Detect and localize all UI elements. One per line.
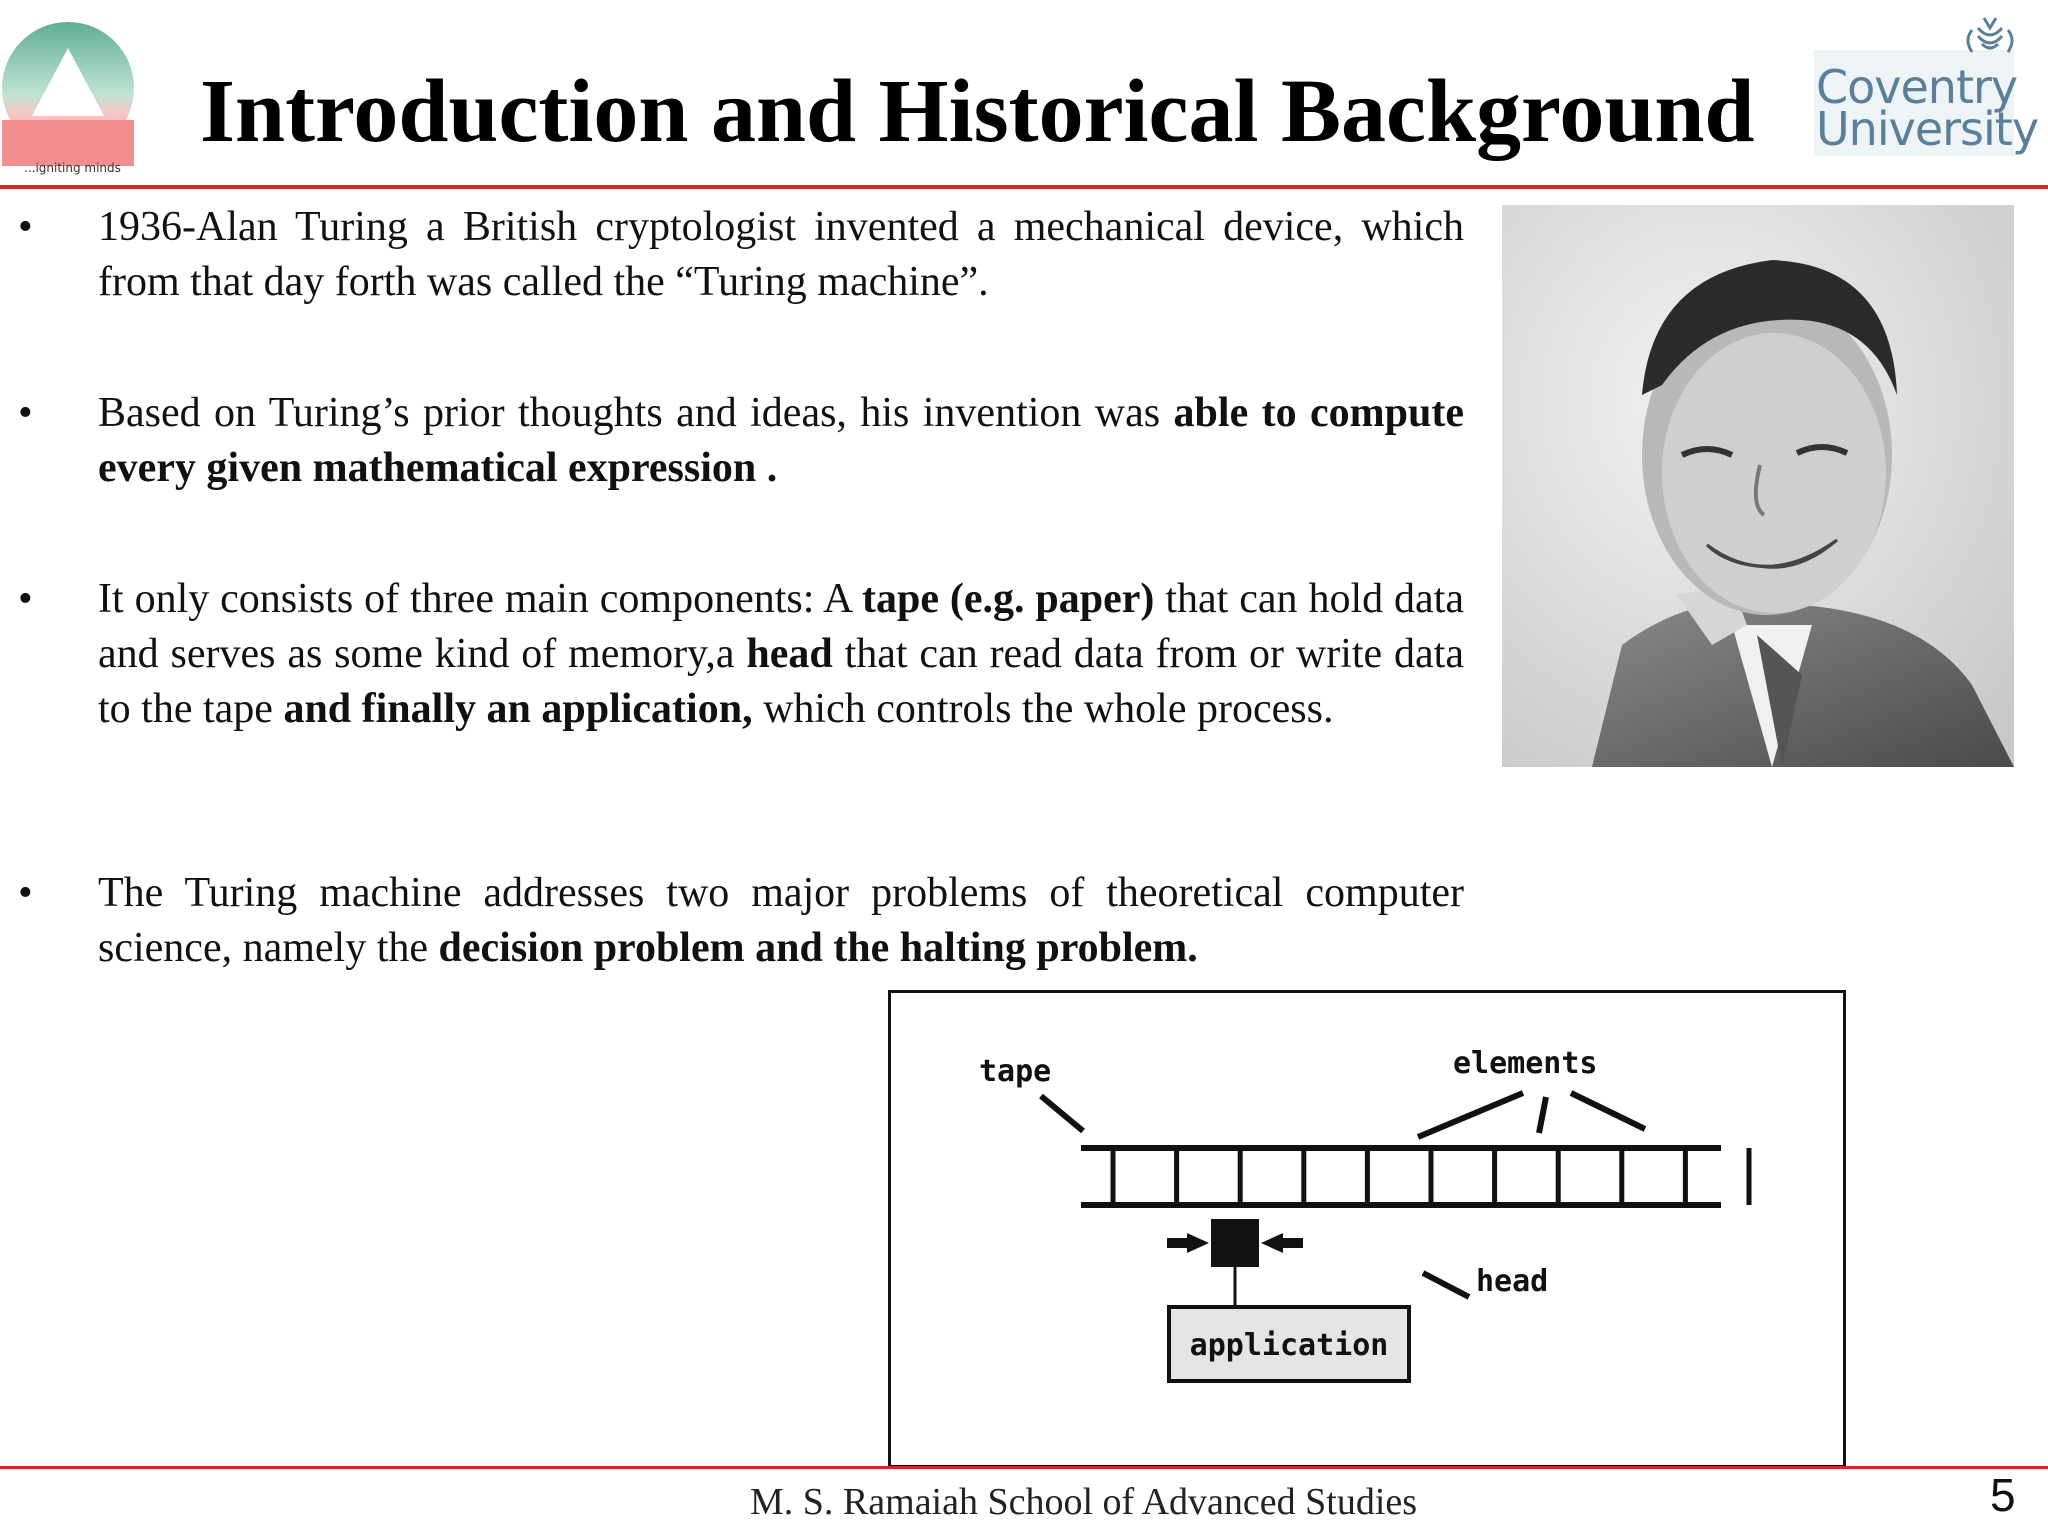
- tape: [1081, 1148, 1749, 1205]
- logo-caption: ...igniting minds: [24, 161, 121, 175]
- bullet-text-run: that can read data from or write data to the tape: [98, 631, 1464, 732]
- bullet-marker: •: [18, 576, 33, 622]
- bullet-text-bold: and finally an application,: [283, 686, 753, 732]
- turing-machine-diagram: [888, 990, 1846, 1468]
- bullet-text-run: 1936-Alan Turing a British cryptologist invented a mechanical device, which from that day forth was called the “Turing machine”.: [98, 204, 1464, 305]
- tape-pointer-line: [1041, 1096, 1083, 1131]
- page-number: 5: [1990, 1469, 2016, 1521]
- bullet-text: [98, 866, 1464, 976]
- bullet-text-bold: head: [746, 631, 833, 677]
- head-left-arrow: [1167, 1233, 1209, 1253]
- bullet-text-run: It only consists of three main components: A: [98, 576, 862, 622]
- footer-institution: M. S. Ramaiah School of Advanced Studies: [750, 1481, 1418, 1523]
- institute-logo: [0, 10, 140, 180]
- bullet-text: [98, 200, 1464, 310]
- elements-pointer-line: [1571, 1093, 1645, 1129]
- bullet-text: [98, 572, 1464, 737]
- diagram-label-tape: tape: [979, 1054, 1052, 1089]
- head-right-arrow: [1261, 1233, 1303, 1253]
- elements-pointer-line: [1418, 1093, 1523, 1137]
- university-logo: [1816, 60, 2039, 156]
- alan-turing-portrait: [1502, 205, 2014, 767]
- bullet-text-bold: tape (e.g. paper): [861, 576, 1155, 622]
- bullet-text-bold: decision problem and the halting problem.: [438, 925, 1198, 971]
- bullet-text: [98, 386, 1464, 496]
- bullet-text-run: that can hold data and serves as some kind of memory,a: [98, 576, 1464, 677]
- bullet-text-run: Based on Turing’s prior thoughts and ideas, his invention was: [98, 390, 1174, 436]
- head-pointer-line: [1423, 1273, 1469, 1297]
- bullet-text-bold: able to compute every given mathematical expression .: [98, 390, 1464, 491]
- bullet-text-run: which controls the whole process.: [752, 686, 1334, 732]
- header-rule: [0, 185, 2048, 189]
- diagram-canvas: [891, 993, 1843, 1465]
- bullet-marker: •: [18, 204, 33, 250]
- diagram-label-application: application: [1189, 1328, 1389, 1363]
- slide-title: Introduction and Historical Background: [200, 62, 1755, 161]
- diagram-label-head: head: [1476, 1264, 1549, 1299]
- footer-rule: [0, 1466, 2048, 1469]
- head-block: [1211, 1219, 1259, 1267]
- elements-pointer-line: [1539, 1097, 1546, 1133]
- logo-word-1: Coventry: [1816, 60, 2018, 114]
- diagram-label-elements: elements: [1453, 1046, 1598, 1081]
- bullet-marker: •: [18, 390, 33, 436]
- logo-word-2: University: [1816, 102, 2039, 156]
- bullet-marker: •: [18, 870, 33, 916]
- bullet-text-run: The Turing machine addresses two major problems of theoretical computer science, namely the: [98, 870, 1464, 971]
